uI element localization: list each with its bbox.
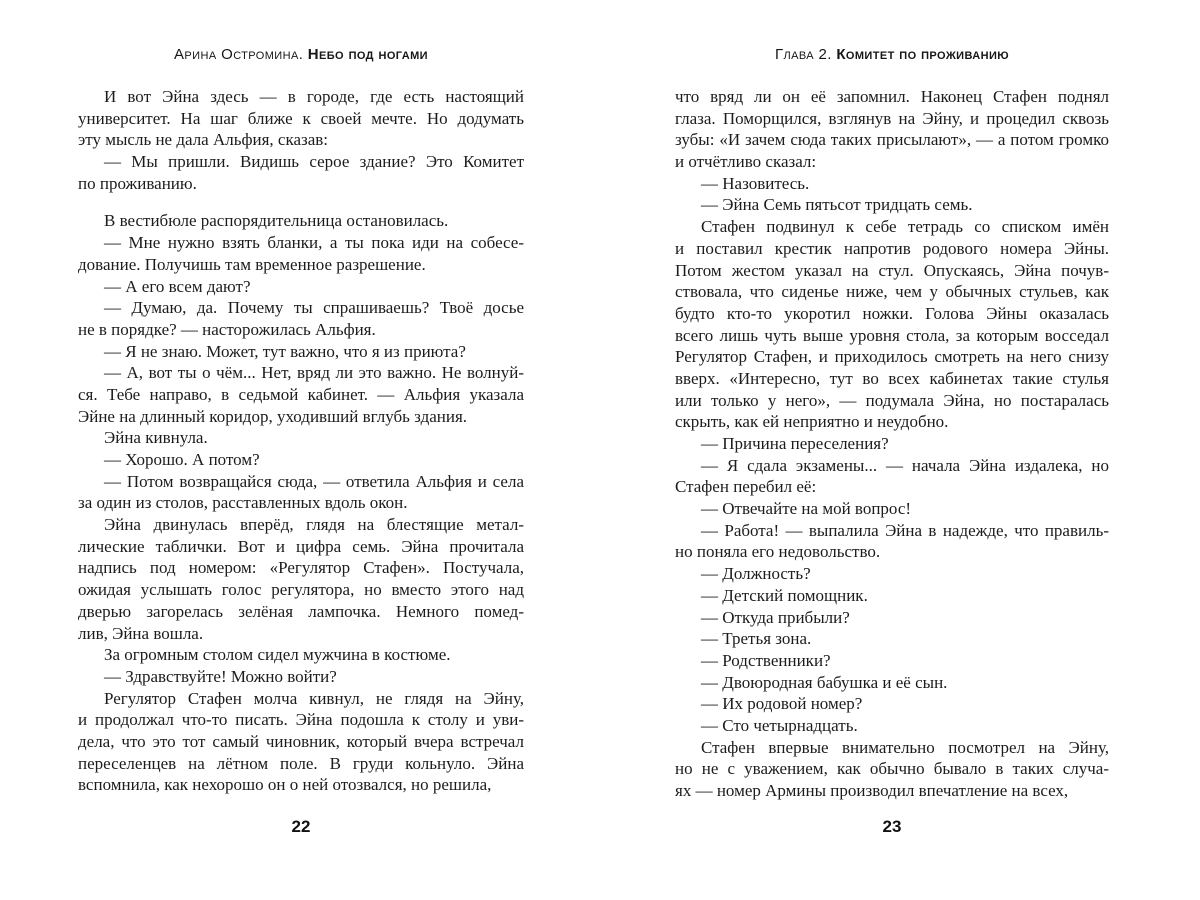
text-line: Потом жестом указал на стул. Опускаясь, Эйна почув- (675, 260, 1109, 280)
text-line: ся. Тебе направо, в седьмой кабинет. — Альфия указала (78, 384, 524, 404)
text-line: — Третья зона. (701, 629, 812, 649)
paragraph (675, 715, 1109, 737)
text-line: — Их родовой номер? (701, 694, 863, 714)
text-line: всего лишь чуть выше уровня стола, за которым восседал (675, 325, 1109, 345)
paragraph (78, 427, 524, 449)
text-line: за один из столов, расставленных вдоль окон. (78, 493, 408, 513)
text-line: ожидая услышать голос регулятора, но вместо этого над (78, 580, 524, 600)
paragraph (675, 672, 1109, 694)
text-line: — Должность? (701, 564, 811, 584)
text-line: Стафен подвинул к себе тетрадь со списком имён (701, 217, 1109, 237)
text-line: эту мысль не дала Альфия, сказав: (78, 130, 329, 150)
paragraph (675, 216, 1109, 433)
paragraph (675, 585, 1109, 607)
paragraph (78, 666, 524, 688)
paragraph (675, 650, 1109, 672)
text-line: глаза. Поморщился, взглянув на Эйну, и процедил сквозь (675, 108, 1109, 128)
text-line: университет. На шаг ближе к своей мечте. Но додумать (78, 108, 524, 128)
paragraph (675, 498, 1109, 520)
text-line: — Родственники? (701, 650, 831, 670)
text-line: ях — номер Армины производил впечатление на всех, (675, 781, 1069, 800)
text-line: или только у него», — подумала Эйна, но постаралась (675, 390, 1109, 410)
text-line: — Двоюродная бабушка и её сын. (701, 672, 948, 692)
text-line: дование. Получишь там временное разрешение. (78, 254, 426, 274)
text-line: что вряд ли он её запомнил. Наконец Стафен поднял (675, 87, 1109, 106)
text-line: — А его всем дают? (104, 276, 251, 296)
page-number: 23 (882, 817, 902, 836)
running-header-chapter-title: Комитет по проживанию (836, 46, 1010, 63)
text-line: — Потом возвращайся сюда, — ответила Альфия и села (104, 471, 524, 491)
text-line: — Детский помощник. (701, 585, 868, 605)
text-line: — Отвечайте на мой вопрос! (701, 499, 912, 519)
text-line: Регулятор Стафен, и приходилось смотреть на него снизу (675, 347, 1109, 367)
paragraph (78, 297, 524, 340)
text-line: дела, что это тот самый чиновник, который вчера встречал (78, 731, 524, 751)
book-page-left (78, 0, 524, 900)
text-line: — Мы пришли. Видишь серое здание? Это Комитет (104, 152, 524, 172)
paragraph (675, 628, 1109, 650)
text-line: будто кто-то укоротил ножки. Голова Эйны оказалась (675, 303, 1109, 323)
text-line: но не с уважением, как обычно бывало в таких случа- (675, 759, 1109, 779)
text-line: лив, Эйна вошла. (78, 623, 204, 643)
paragraph (78, 210, 524, 232)
paragraph (675, 455, 1109, 498)
paragraph (78, 688, 524, 796)
text-line: Стафен впервые внимательно посмотрел на Эйну, (701, 737, 1109, 757)
paragraph (78, 644, 524, 666)
text-line: Регулятор Стафен молча кивнул, не глядя на Эйну, (104, 688, 524, 708)
text-line: по проживанию. (78, 173, 197, 193)
running-header-chapter: Глава 2. (774, 46, 832, 63)
text-line: — Здравствуйте! Можно войти? (104, 666, 337, 686)
text-line: — Работа! — выпалила Эйна в надежде, что правиль- (701, 520, 1109, 540)
text-line: Эйне на длинный коридор, уходивший вглубь здания. (78, 406, 468, 426)
paragraph (78, 232, 524, 275)
paragraph (78, 276, 524, 298)
running-header (635, 46, 1149, 63)
text-line: — Откуда прибыли? (701, 607, 850, 627)
text-line: — Эйна Семь пятьсот тридцать семь. (701, 195, 973, 215)
text-line: — Сто четырнадцать. (701, 715, 858, 735)
text-line: Эйна кивнула. (104, 428, 208, 448)
page-body (78, 86, 524, 796)
paragraph (78, 151, 524, 194)
text-line: лические таблички. Вот и цифра семь. Эйна прочитала (78, 536, 524, 556)
page-number: 22 (291, 817, 311, 836)
text-line: и отчётливо сказал: (675, 152, 817, 172)
text-line: не в порядке? — насторожилась Альфия. (78, 319, 376, 339)
paragraph (78, 362, 524, 427)
paragraph (675, 737, 1109, 802)
running-header (38, 46, 564, 63)
paragraph (675, 86, 1109, 173)
paragraph (675, 173, 1109, 195)
running-header-title: Небо под ногами (307, 46, 428, 63)
paragraph (78, 449, 524, 471)
paragraph (78, 471, 524, 514)
paragraph (675, 607, 1109, 629)
text-line: — А, вот ты о чём... Нет, вряд ли это важно. Не волнуй- (104, 363, 524, 383)
text-line: В вестибюле распорядительница остановилась. (104, 211, 449, 231)
paragraph (675, 520, 1109, 563)
text-line: вспомнила, как нехорошо он о ней отозвался, но решила, (78, 775, 492, 795)
text-line: И вот Эйна здесь — в городе, где есть настоящий (104, 87, 524, 106)
paragraph (675, 433, 1109, 455)
text-line: Эйна двинулась вперёд, глядя на блестящие метал- (104, 515, 524, 535)
paragraph (675, 693, 1109, 715)
paragraph (675, 563, 1109, 585)
paragraph (78, 86, 524, 151)
paragraph (78, 514, 524, 644)
text-line: За огромным столом сидел мужчина в костюме. (104, 645, 451, 665)
paragraph (78, 341, 524, 363)
text-line: — Назовитесь. (701, 173, 810, 193)
text-line: переселенцев на лётном поле. В груди кольнуло. Эйна (78, 753, 524, 773)
text-line: вверх. «Интересно, тут во всех кабинетах такие стулья (675, 368, 1109, 388)
text-line: зубы: «И зачем сюда таких присылают», — а потом громко (675, 130, 1109, 150)
text-line: — Думаю, да. Почему ты спрашиваешь? Твоё досье (104, 298, 524, 318)
text-line: надпись под номером: «Регулятор Стафен». Постучала, (78, 558, 524, 578)
text-line: — Мне нужно взять бланки, а ты пока иди на собесе- (104, 233, 524, 253)
book-page-right (675, 0, 1109, 900)
text-line: — Я сдала экзамены... — начала Эйна издалека, но (701, 455, 1109, 475)
text-line: ствовала, что сиденье ниже, чем у обычных стульев, как (675, 282, 1109, 302)
text-line: но поняла его недовольство. (675, 542, 881, 562)
page-body (675, 86, 1109, 802)
text-line: — Причина переселения? (701, 434, 889, 453)
text-line: — Я не знаю. Может, тут важно, что я из приюта? (104, 341, 466, 361)
text-line: дверью загорелась зелёная лампочка. Немного помед- (78, 601, 524, 621)
text-line: — Хорошо. А потом? (104, 450, 260, 469)
text-line: и продолжал что-то писать. Эйна подошла к столу и уви- (78, 710, 524, 730)
text-line: Стафен перебил её: (675, 477, 817, 497)
running-header-author: Арина Остромина. (174, 46, 304, 63)
text-line: скрыть, как ей неприятно и неудобно. (675, 412, 949, 432)
text-line: и поставил крестик напротив родового номера Эйны. (675, 238, 1109, 258)
paragraph (675, 194, 1109, 216)
